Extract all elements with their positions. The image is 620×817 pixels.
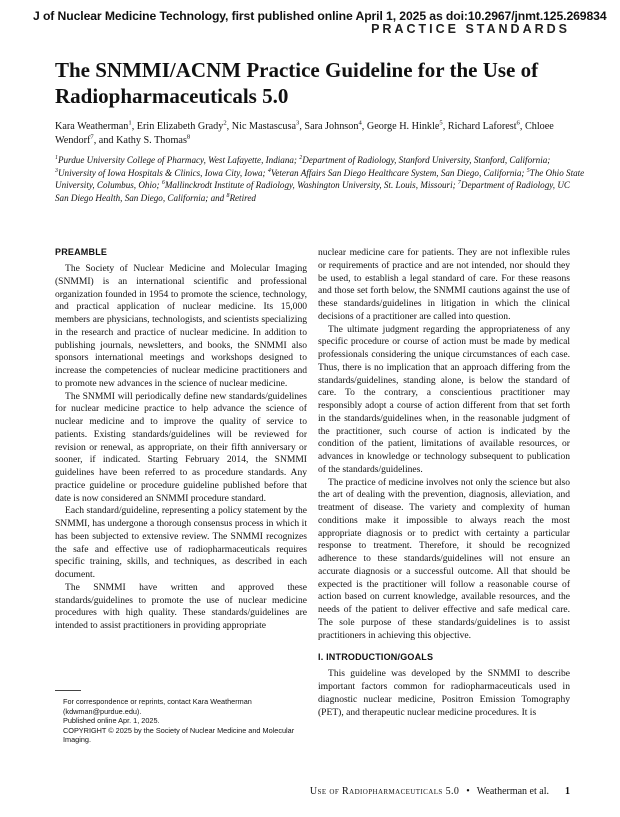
affiliation-list [55, 154, 585, 204]
paragraph: Each standard/guideline, representing a policy statement by the SNMMI, has undergone a thorough consensus process in which it has been subjected to extensive review. The SNMMI recognizes the safe and effective use of radiopharmaceuticals requires specific training, skills, and techniques, as described in each document. [55, 505, 307, 580]
right-column [318, 247, 570, 719]
page-footer [310, 786, 570, 797]
author-affiliation-mark: 2 [223, 119, 227, 127]
author [367, 121, 448, 132]
affiliation-number: 4 [267, 167, 271, 174]
author-separator: , [519, 121, 525, 132]
affiliation [268, 168, 527, 178]
paragraph: The SNMMI have written and approved these standards/guidelines to promote the use of nuclear medicine procedures with high quality. These standards/guidelines are intended to assist practitioners in providing appropriate [55, 581, 307, 631]
affiliation [299, 155, 550, 165]
left-column [55, 247, 307, 633]
running-authors: Weatherman et al. [476, 786, 549, 797]
section-label: PRACTICE STANDARDS [371, 22, 570, 36]
author-affiliation-mark: 6 [516, 119, 520, 127]
footnote-rule [55, 690, 81, 691]
author-list [55, 120, 575, 148]
author-affiliation-mark: 8 [186, 133, 191, 141]
author-separator: , [442, 121, 448, 132]
author [232, 121, 305, 132]
author-name: Kara Weatherman [55, 121, 129, 132]
author-name: George H. Hinkle [366, 121, 440, 132]
affiliation-number: 8 [226, 192, 230, 199]
affiliation-text: Department of Radiology, Stanford University, Stanford, California; [302, 155, 551, 165]
author-separator: , [131, 121, 137, 132]
author-affiliation-mark: 3 [296, 119, 300, 127]
preamble-heading: PREAMBLE [55, 247, 108, 257]
author-name: Kathy S. Thomas [116, 135, 187, 147]
author [55, 121, 137, 132]
affiliation-text: Department of Radiology, UC San Diego Health, San Diego, California; and [55, 180, 570, 203]
author [304, 121, 366, 132]
affiliation [55, 155, 299, 165]
author [448, 121, 525, 132]
paragraph-continuation: nuclear medicine care for patients. They are not inflexible rules or requirements of practice and are not intended, nor should they be used, to establish a legal standard of care. For these reasons and those set forth below, the SNMMI cautions against the use of these standards/guidelines in litigation in which the clinical decisions of a practitioner are called into question. [318, 247, 570, 322]
affiliation [227, 193, 256, 203]
affiliation-number: 7 [457, 180, 461, 187]
affiliation-text: Purdue University College of Pharmacy, West Lafayette, Indiana; [57, 155, 300, 165]
author-separator: , and [93, 135, 117, 147]
affiliation [55, 168, 268, 178]
affiliation [162, 180, 458, 190]
introduction-heading: I. INTRODUCTION/GOALS [318, 652, 434, 663]
author-separator: , [361, 121, 367, 132]
affiliation-text: Mallinckrodt Institute of Radiology, Washington University, St. Louis, Missouri; [164, 180, 458, 191]
affiliation-text: Veteran Affairs San Diego Healthcare System, San Diego, California; [270, 167, 527, 178]
paragraph: The practice of medicine involves not only the science but also the art of dealing with the prevention, diagnosis, alleviation, and treatment of disease. The variety and complexity of human conditions make it impossible to always reach the most appropriate diagnosis or to predict with certainty a particular response to treatment. Therefore, it should be recognized adherence to these standards/guidelines will not ensure an accurate diagnosis or a successful outcome. All that should be expected is the practitioner will follow a reasonable course of action based on current knowledge, available resources, and the needs of the patient to deliver effective and safe medical care. The sole purpose of these standards/guidelines is to assist practitioners in achieving this objective. [318, 476, 570, 641]
author-separator: , [226, 121, 232, 132]
page-number: 1 [565, 786, 570, 797]
affiliation-number: 5 [526, 167, 530, 174]
affiliation-number: 2 [299, 154, 303, 161]
author-name: Chloee Wendorf [55, 121, 554, 147]
author [116, 135, 190, 146]
affiliation-number: 3 [55, 167, 58, 174]
paragraph: The Society of Nuclear Medicine and Molecular Imaging (SNMMI) is an international scientific and professional organization founded in 1954 to promote the science, technology, and practical application of nuclear medicine. Its 15,000 members are physicians, technologists, and scientists specializing in the research and practice of nuclear medicine. In addition to publishing journals, newsletters, and books, the SNMMI also sponsors international meetings and workshops designed to increase the competencies of nuclear medicine practitioners and to promote new advances in the science of nuclear medicine. [55, 263, 307, 389]
paragraph: The SNMMI will periodically define new standards/guidelines for nuclear medicine practice to help advance the science of nuclear medicine and to improve the quality of service to patients. Existing standards/guidelines will be reviewed for revision or renewal, as appropriate, on their fifth anniversary or sooner, if indicated. Starting February 2014, the SNMMI guidelines have been referred to as procedure standards. Any practice guideline or procedure guideline published before that date is now considered an SNMMI procedure standard. [55, 390, 307, 504]
affiliation-text: Retired [229, 192, 256, 203]
journal-header: J of Nuclear Medicine Technology, first published online April 1, 2025 as doi:10.2967/jnmt.125.269834 [33, 9, 607, 23]
author-name: Richard Laforest [447, 121, 517, 132]
affiliation-text: The Ohio State University, Columbus, Ohio; [55, 167, 585, 191]
copyright-note: COPYRIGHT © 2025 by the Society of Nuclear Medicine and Molecular Imaging. [63, 725, 295, 745]
author-name: Sara Johnson [304, 121, 359, 132]
author-separator: , [299, 121, 305, 132]
paragraph: The ultimate judgment regarding the appropriateness of any specific procedure or course of action must be made by medical professionals considering the unique circumstances of each case. Thus, there is no implication that an approach differing from the standards/guidelines, standing alone, is below the standard of care. To the contrary, a conscientious practitioner may responsibly adopt a course of action different from that set forth in the standards/guidelines when, in the reasonable judgment of the practitioner, such course of action is indicated by the condition of the patient, limitations of available resources, or advances in knowledge or technology subsequent to publication of the standards/guidelines. [318, 323, 570, 475]
article-title: The SNMMI/ACNM Practice Guideline for the Use of Radiopharmaceuticals 5.0 [55, 58, 539, 108]
affiliation-number: 1 [55, 154, 58, 161]
running-title: Use of Radiopharmaceuticals 5.0 [309, 786, 460, 797]
correspondence-note: For correspondence or reprints, contact Kara Weatherman (kdwman@purdue.edu). [63, 697, 252, 716]
author-affiliation-mark: 4 [358, 119, 362, 127]
footnotes [55, 690, 307, 745]
footer-bullet: • [466, 786, 470, 797]
author [137, 121, 232, 132]
paragraph: This guideline was developed by the SNMMI to describe important factors common for radiopharmaceuticals used in diagnostic nuclear medicine, Positron Emission Tomography (PET), and therapeutic nuclear medicine procedures. It is [318, 668, 570, 718]
author-affiliation-mark: 1 [128, 119, 132, 127]
affiliation-text: University of Iowa Hospitals & Clinics, Iowa City, Iowa; [57, 167, 268, 178]
affiliation-number: 6 [161, 180, 165, 187]
author-name: Nic Mastascusa [231, 121, 296, 132]
author-name: Erin Elizabeth Grady [136, 121, 224, 132]
author-affiliation-mark: 5 [439, 119, 443, 127]
published-note: Published online Apr. 1, 2025. [63, 716, 160, 726]
author-affiliation-mark: 7 [90, 133, 94, 141]
